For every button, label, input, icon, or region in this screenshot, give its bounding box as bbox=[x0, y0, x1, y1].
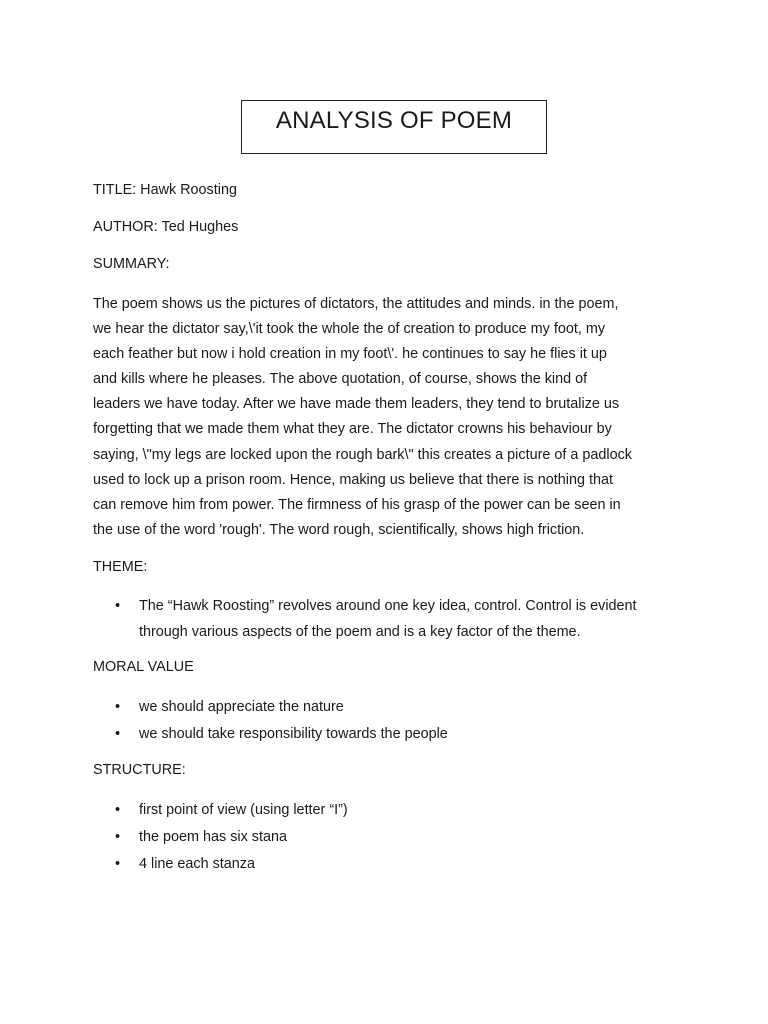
summary-paragraph bbox=[93, 292, 683, 543]
bullet-icon: • bbox=[115, 699, 121, 715]
summary-line: used to lock up a prison room. Hence, making us believe that there is nothing that bbox=[93, 471, 613, 488]
theme-list bbox=[113, 594, 637, 645]
summary-line: leaders we have today. After we have made them leaders, they tend to brutalize us bbox=[93, 396, 620, 413]
summary-line: the use of the word 'rough'. The word rough, scientifically, shows high friction. bbox=[93, 521, 585, 538]
bullet-icon: • bbox=[115, 829, 121, 845]
list-item bbox=[113, 594, 637, 645]
bullet-icon: • bbox=[115, 802, 121, 818]
moral-label: MORAL VALUE bbox=[93, 659, 194, 675]
structure-item-text: 4 line each stanza bbox=[139, 856, 256, 872]
summary-line: The poem shows us the pictures of dictators, the attitudes and minds. in the poem, bbox=[93, 296, 619, 312]
structure-item-text: first point of view (using letter “I”) bbox=[139, 802, 348, 818]
page-title: ANALYSIS OF POEM bbox=[275, 107, 513, 134]
moral-list bbox=[113, 694, 448, 748]
moral-item-text: we should take responsibility towards the people bbox=[139, 726, 448, 742]
theme-label: THEME: bbox=[93, 559, 148, 575]
structure-list bbox=[113, 797, 348, 878]
summary-line: each feather but now i hold creation in my foot\'. he continues to say he flies it up bbox=[93, 346, 607, 363]
summary-line: and kills where he pleases. The above quotation, of course, shows the kind of bbox=[93, 371, 588, 388]
structure-item-text: the poem has six stana bbox=[139, 829, 287, 845]
bullet-icon: • bbox=[115, 856, 121, 872]
list-item bbox=[113, 797, 348, 824]
list-item bbox=[113, 851, 348, 878]
author-line: AUTHOR: Ted Hughes bbox=[93, 219, 239, 235]
title-line: TITLE: Hawk Roosting bbox=[93, 182, 237, 198]
list-item bbox=[113, 694, 448, 721]
bullet-icon: • bbox=[115, 726, 121, 742]
structure-label: STRUCTURE: bbox=[93, 762, 186, 778]
theme-item-line: through various aspects of the poem and is a key factor of the theme. bbox=[139, 623, 581, 640]
summary-label: SUMMARY: bbox=[93, 256, 170, 272]
moral-item-text: we should appreciate the nature bbox=[139, 699, 344, 715]
summary-line: saying, \"my legs are locked upon the rough bark\" this creates a picture of a padlock bbox=[93, 446, 632, 463]
bullet-icon: • bbox=[115, 598, 121, 614]
list-item bbox=[113, 721, 448, 748]
heading-box bbox=[241, 100, 547, 154]
summary-line: we hear the dictator say,\'it took the whole the of creation to produce my foot, my bbox=[93, 321, 606, 338]
list-item bbox=[113, 824, 348, 851]
summary-line: can remove him from power. The firmness of his grasp of the power can be seen in bbox=[93, 496, 621, 513]
theme-item-line: The “Hawk Roosting” revolves around one key idea, control. Control is evident bbox=[139, 598, 637, 614]
summary-line: forgetting that we made them what they are. The dictator crowns his behaviour by bbox=[93, 421, 612, 438]
